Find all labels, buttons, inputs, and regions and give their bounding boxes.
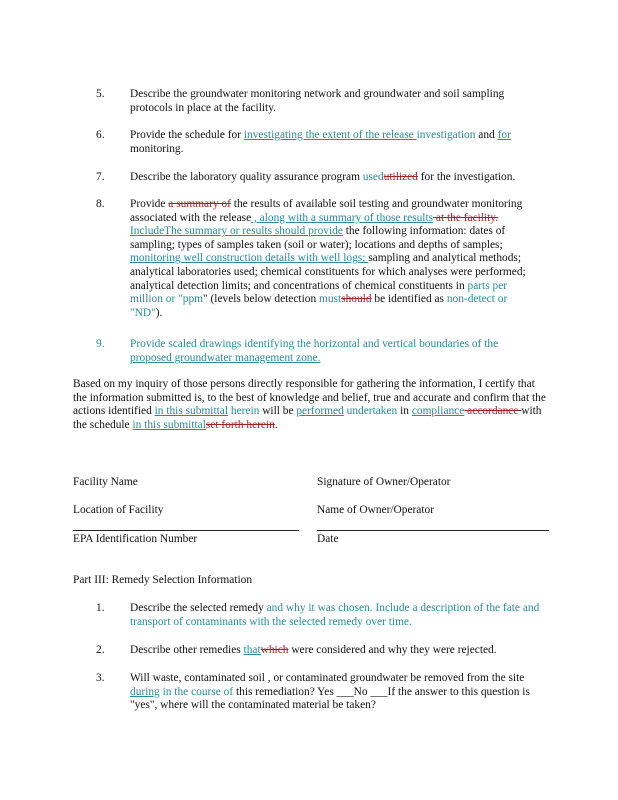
deleted-text: set forth herein: [205, 418, 275, 431]
item-number: 8.: [96, 198, 105, 210]
inserted-text: Provide scaled drawings identifying the horizontal and vertical boundaries of the: [130, 338, 499, 350]
text-run: Describe the selected remedy: [130, 602, 264, 614]
inserted-text: , along with a summary of those results: [251, 211, 434, 224]
item-number: 5.: [96, 88, 105, 100]
text-run: Will waste, contaminated soil , or contaminated groundwater be removed from the site: [130, 672, 525, 684]
inserted-text: for: [497, 129, 511, 141]
item-number: 2.: [96, 644, 105, 656]
name-owner-label: Name of Owner/Operator: [317, 504, 435, 516]
text-run: .: [274, 418, 278, 431]
item-text: [130, 644, 540, 658]
text-run: Provide: [130, 198, 169, 210]
item-number: 3.: [96, 672, 105, 684]
text-run: will be: [259, 405, 297, 418]
deleted-text: a summary of: [168, 198, 231, 210]
text-run: Describe other remedies: [130, 644, 244, 656]
text-run: be identified as: [371, 293, 447, 306]
item-text: [130, 129, 540, 156]
item-text: [130, 171, 540, 185]
inserted-text: performed: [296, 405, 344, 418]
facility-name-label: Facility Name: [73, 476, 138, 488]
inserted-text: and why it was chosen. Include a description of the fate and transport of contaminants with the selected remedy over time.: [130, 602, 540, 628]
text-run: the results of available soil testing and groundwater monitoring associated with the release: [130, 198, 523, 224]
inserted-text: undertaken: [343, 405, 398, 418]
item-number: 1.: [96, 602, 105, 614]
item-number: 6.: [96, 129, 105, 141]
inserted-text: Include: [130, 225, 165, 238]
location-label: Location of Facility: [73, 504, 164, 516]
text-run: Based on my inquiry of those persons directly responsible for gathering the information, I certify that the information submitted is, to the best of knowledge and belief, true and accurate and confirm that the actions identified: [73, 378, 546, 418]
inserted-text: investigating the extent of the release: [243, 129, 417, 141]
inserted-text: must: [319, 293, 342, 306]
inserted-text: compliance: [411, 405, 465, 418]
text-run: in: [397, 405, 412, 418]
inserted-text: in the course of: [159, 685, 234, 698]
inserted-text: monitoring well construction details with well logs;: [130, 252, 369, 265]
text-run: Provide the schedule for: [130, 129, 244, 141]
text-run: ).: [155, 306, 163, 319]
deleted-text: should: [341, 293, 372, 306]
text-run: with the schedule: [73, 405, 542, 431]
deleted-text: utilized: [383, 171, 418, 183]
signature-owner-label: Signature of Owner/Operator: [317, 476, 451, 488]
inserted-text: in this submittal: [154, 405, 229, 418]
text-run: " (levels below detection: [203, 293, 319, 306]
inserted-text: herein: [228, 405, 260, 418]
inserted-text: investigation: [416, 129, 476, 141]
date-label: Date: [317, 533, 339, 545]
text-run: the following information: dates of sampling; types of samples taken (soil or water); locations and depths of samples;: [130, 225, 506, 251]
inserted-text: parts per million or "ppm: [130, 279, 508, 306]
part-3-heading: Part III: Remedy Selection Information: [73, 574, 253, 586]
inserted-text: used: [362, 171, 384, 183]
text-run: sampling and analytical methods; analytical laboratories used; chemical constituents for which analyses were performed; analytical detection limits; and concentrations of chemical constituents in: [130, 252, 526, 292]
item-text: Describe the groundwater monitoring network and groundwater and soil sampling protocols in place at the facility.: [130, 88, 505, 114]
item-number: 7.: [96, 171, 105, 183]
certification-paragraph: [73, 378, 551, 432]
inserted-text: proposed groundwater management zone.: [130, 351, 321, 364]
item-text: [130, 672, 540, 713]
text-run: Describe the laboratory quality assurance program: [130, 171, 363, 183]
inserted-text: in this submittal: [132, 418, 206, 431]
text-run: for the investigation.: [417, 171, 516, 183]
item-number: 9.: [96, 338, 105, 350]
deleted-text: which: [260, 644, 289, 656]
item-text: [130, 602, 540, 629]
signature-line: [317, 530, 549, 531]
epa-id-label: EPA Identification Number: [73, 533, 198, 545]
text-run: this remediation? Yes ___No ___If the answer to this question is "yes", where will the contaminated material be taken?: [130, 685, 530, 712]
inserted-text: The summary or results should provide: [164, 225, 343, 238]
text-run: were considered and why they were rejected.: [288, 644, 497, 656]
item-text: [130, 198, 540, 320]
inserted-text: during: [130, 685, 160, 698]
deleted-text: accordance: [464, 405, 522, 418]
inserted-text: that: [243, 644, 261, 656]
deleted-text: at the facility.: [433, 211, 499, 224]
inserted-text: non-detect or "ND": [130, 293, 508, 319]
text-run: monitoring.: [130, 142, 184, 155]
item-text: [130, 338, 540, 365]
signature-line: [73, 530, 299, 531]
text-run: and: [475, 129, 498, 141]
